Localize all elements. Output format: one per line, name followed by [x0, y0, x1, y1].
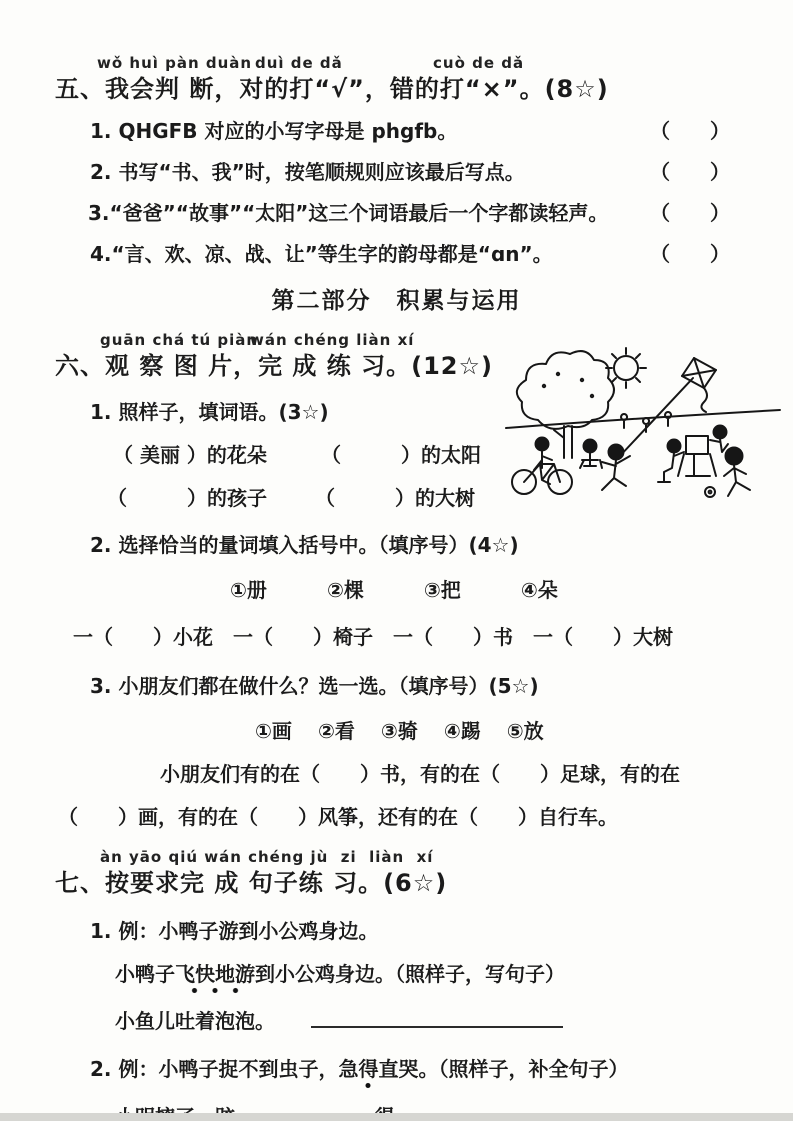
option-label: ①画 [255, 719, 292, 743]
q6-3-options [255, 715, 738, 744]
true-false-item-1 [90, 117, 738, 145]
flowers-icon [621, 412, 671, 432]
option-label: ④朵 [520, 578, 558, 602]
section5-pinyin-row [55, 54, 738, 74]
true-false-item-3 [88, 199, 738, 227]
section6-title: 六、观 察 图 片，完 成 练 习。(12☆) [55, 352, 493, 380]
q6-2-label: 2. 选择恰当的量词填入括号中。（填序号）(4☆) [90, 533, 519, 557]
option-label: ②棵 [326, 578, 364, 602]
option-label: ③把 [423, 578, 461, 602]
sentence-text: 小鸭子 [115, 962, 175, 986]
q7-1-answer-line [115, 1005, 738, 1034]
emphasized-text: 飞快地游 [175, 958, 255, 987]
section7-pinyin-row [55, 848, 738, 868]
answer-bracket: （ ） [650, 119, 730, 143]
writing-blank [311, 1006, 563, 1028]
option-label: ⑤放 [506, 719, 544, 743]
item-text: 2. 书写“书、我”时，按笔顺规则应该最后写点。 [90, 160, 525, 184]
fill-blank: 一（ ）大树 [533, 625, 673, 649]
true-false-item-2 [90, 158, 738, 186]
option-label: ①册 [230, 578, 267, 602]
pinyin-text: duì de dǎ [255, 54, 343, 72]
sentence-text: 直哭。（照样子，补全句子） [378, 1057, 629, 1081]
pinyin-text: cuò de dǎ [433, 54, 525, 72]
answer-bracket: （ ） [650, 160, 730, 184]
park-scene-illustration [498, 340, 788, 508]
fill-blank: （ 美丽 ）的花朵 [113, 443, 267, 467]
sentence-text: 到小公鸡身边。（照样子，写句子） [255, 962, 565, 986]
q6-3-label: 3. 小朋友们都在做什么？选一选。（填序号）(5☆) [90, 674, 539, 698]
answer-bracket: （ ） [650, 201, 730, 225]
q6-3-sentence-line2: （ ）画，有的在（ ）风筝，还有的在（ ）自行车。 [58, 805, 618, 829]
pinyin-text: àn yāo qiú wán chéng jù zi liàn xí [100, 848, 434, 866]
option-label: ②看 [317, 719, 355, 743]
part2-heading: 第二部分 积累与运用 [271, 288, 522, 314]
sentence-text: 2. 例：小鸭子捉不到虫子，急 [90, 1057, 359, 1081]
park-scene-drawing [498, 340, 788, 508]
paper-content [55, 54, 738, 1121]
scan-page-edge [0, 1113, 793, 1121]
pinyin-text: guān chá tú piàn [100, 331, 259, 349]
fill-blank: 一（ ）书 [393, 625, 513, 649]
emphasized-text: 得 [358, 1053, 378, 1082]
fill-blank: （ ）的太阳 [321, 443, 481, 467]
fill-blank: （ ）的大树 [315, 486, 475, 510]
kid-kicking-ball [705, 447, 750, 497]
q7-1-example: 1. 例：小鸭子游到小公鸡身边。 [90, 919, 379, 943]
option-label: ④踢 [443, 719, 481, 743]
answer-bracket: （ ） [650, 242, 730, 266]
item-text: 3.“爸爸”“故事”“太阳”这三个词语最后一个字都读轻声。 [88, 201, 609, 225]
tree-icon [517, 351, 614, 458]
option-label: ③骑 [380, 719, 418, 743]
q6-3-sentence-line1: 小朋友们有的在（ ）书，有的在（ ）足球，有的在 [160, 762, 680, 786]
q6-2-fill-row [73, 621, 738, 650]
kid-reading-book [580, 439, 602, 468]
q6-1-label: 1. 照样子，填词语。(3☆) [90, 400, 329, 424]
q6-2-options [230, 574, 738, 603]
pinyin-text: wǒ huì pàn duàn [97, 54, 253, 72]
fill-blank: 一（ ）小花 [73, 625, 213, 649]
kids-painting-easel [658, 425, 728, 482]
section7-title: 七、按要求完 成 句子练 习。(6☆) [55, 869, 448, 897]
item-text: 1. QHGFB 对应的小写字母是 phgfb。 [90, 119, 458, 143]
kite-icon [618, 358, 716, 458]
sentence-text: 小鱼儿吐着泡泡。 [115, 1009, 275, 1033]
true-false-item-4 [90, 240, 738, 268]
item-text: 4.“言、欢、凉、战、让”等生字的韵母都是“ɑn”。 [90, 242, 553, 266]
q7-2-example [90, 1053, 738, 1082]
fill-blank: （ ）的孩子 [107, 486, 267, 510]
fill-blank: 一（ ）椅子 [233, 625, 373, 649]
pinyin-text: wán chéng liàn xí [250, 331, 415, 349]
section5-title: 五、我会判 断，对的打“√”，错的打“×”。(8☆) [55, 75, 609, 103]
q7-1-model-sentence [115, 958, 738, 987]
